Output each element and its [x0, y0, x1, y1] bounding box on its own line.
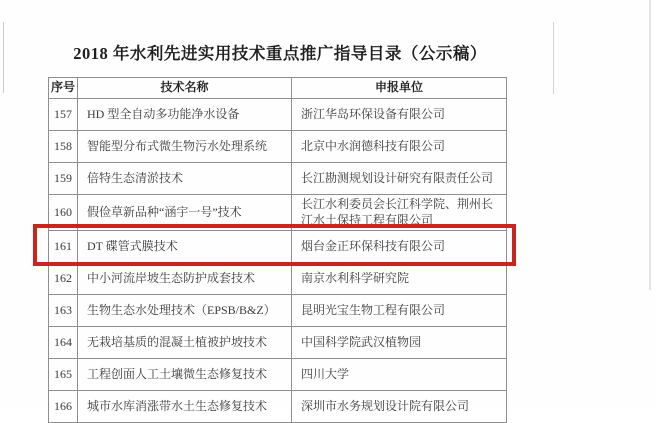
- cell-applicant: 浙江华岛环保设备有限公司: [292, 99, 507, 131]
- table-row: [49, 195, 507, 231]
- cell-tech-name: 假俭草新品种“涵宇一号”技术: [78, 195, 292, 231]
- table-row: [49, 295, 507, 327]
- header-row: [49, 78, 507, 99]
- table-header: [49, 78, 507, 99]
- cell-serial-no: 166: [49, 391, 78, 423]
- catalog-table: [48, 77, 507, 423]
- table-row: [49, 263, 507, 295]
- cell-applicant: 长江勘测规划设计研究有限责任公司: [292, 163, 507, 195]
- cell-tech-name: DT 碟管式膜技术: [78, 231, 292, 263]
- cell-serial-no: 161: [49, 231, 78, 263]
- header-applicant: 申报单位: [292, 78, 507, 99]
- header-serial-no: 序号: [49, 78, 78, 99]
- table-row: [49, 99, 507, 131]
- table-row: [49, 231, 507, 263]
- scan-edge-line-far-right: [649, 0, 651, 290]
- cell-tech-name: 工程创面人工土壤微生态修复技术: [78, 359, 292, 391]
- table-row: [49, 359, 507, 391]
- cell-serial-no: 163: [49, 295, 78, 327]
- cell-tech-name: 无栽培基质的混凝土植被护坡技术: [78, 327, 292, 359]
- cell-tech-name: 中小河流岸坡生态防护成套技术: [78, 263, 292, 295]
- table-body: [49, 99, 507, 423]
- cell-applicant: 北京中水润德科技有限公司: [292, 131, 507, 163]
- page-title: 2018 年水利先进实用技术重点推广指导目录（公示稿）: [73, 44, 487, 63]
- cell-serial-no: 162: [49, 263, 78, 295]
- cell-serial-no: 160: [49, 195, 78, 231]
- cell-serial-no: 159: [49, 163, 78, 195]
- table-row: [49, 391, 507, 423]
- cell-serial-no: 165: [49, 359, 78, 391]
- cell-serial-no: 164: [49, 327, 78, 359]
- cell-applicant: 中国科学院武汉植物园: [292, 327, 507, 359]
- cell-applicant: 四川大学: [292, 359, 507, 391]
- cell-tech-name: 倍特生态清淤技术: [78, 163, 292, 195]
- cell-tech-name: 城市水库消涨带水土生态修复技术: [78, 391, 292, 423]
- table-row: [49, 327, 507, 359]
- cell-applicant: 烟台金正环保科技有限公司: [292, 231, 507, 263]
- table-row: [49, 131, 507, 163]
- header-tech-name: 技术名称: [78, 78, 292, 99]
- table-row: [49, 163, 507, 195]
- cell-applicant: 南京水利科学研究院: [292, 263, 507, 295]
- cell-applicant: 深圳市水务规划设计院有限公司: [292, 391, 507, 423]
- cell-applicant: 昆明光宝生物工程有限公司: [292, 295, 507, 327]
- cell-tech-name: 生物生态水处理技术（EPSB/B&Z）: [78, 295, 292, 327]
- cell-tech-name: HD 型全自动多功能净水设备: [78, 99, 292, 131]
- cell-serial-no: 158: [49, 131, 78, 163]
- cell-applicant: 长江水利委员会长江科学院、荆州长江水土保持工程有限公司: [292, 195, 507, 231]
- cell-serial-no: 157: [49, 99, 78, 131]
- cell-tech-name: 智能型分布式微生物污水处理系统: [78, 131, 292, 163]
